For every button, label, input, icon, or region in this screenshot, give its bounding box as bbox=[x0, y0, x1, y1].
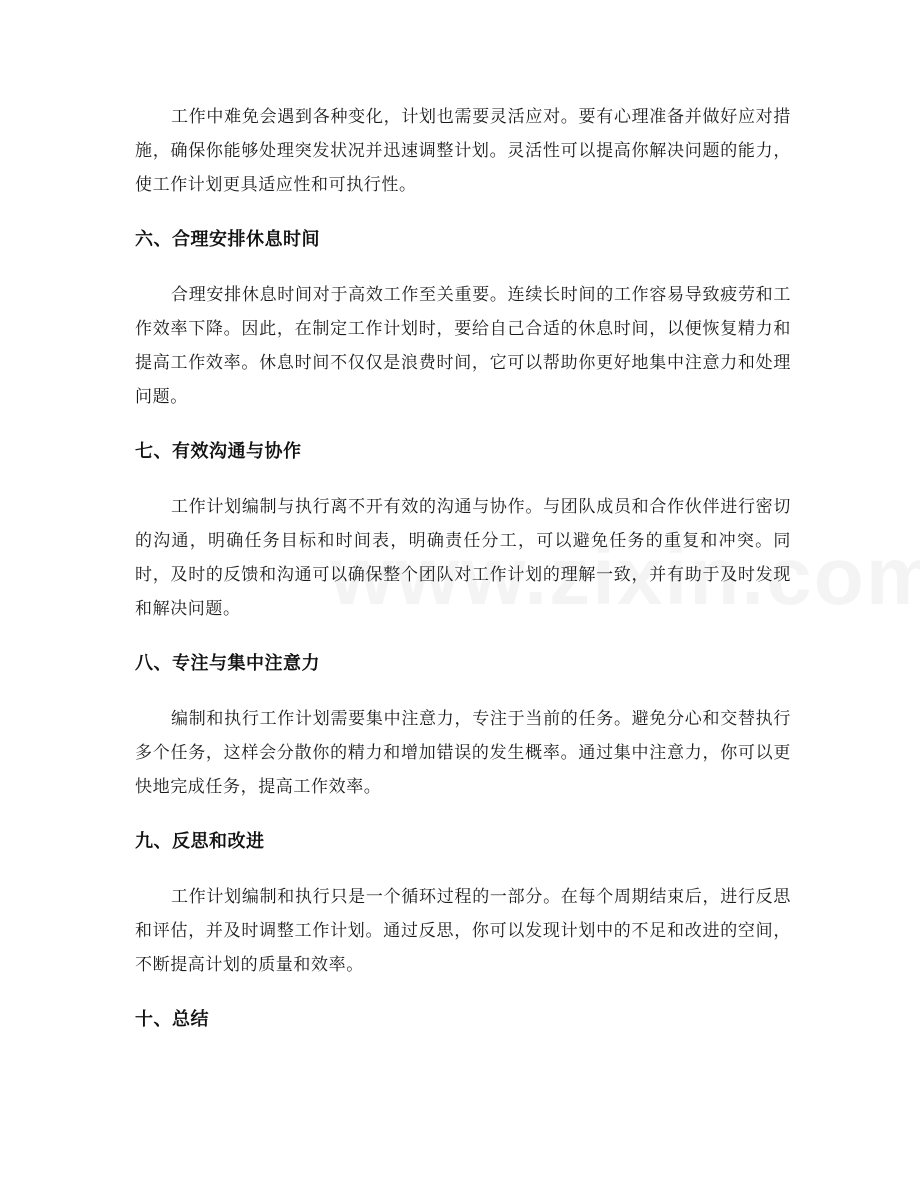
section-heading-focus: 八、专注与集中注意力 bbox=[135, 653, 320, 674]
section-heading-reflection: 九、反思和改进 bbox=[135, 831, 265, 852]
section-heading-rest-time: 六、合理安排休息时间 bbox=[135, 229, 320, 250]
section-paragraph-focus: 编制和执行工作计划需要集中注意力，专注于当前的任务。避免分心和交替执行多个任务，这样会分散你的精力和增加错误的发生概率。通过集中注意力，你可以更快地完成任务，提高工作效率。 bbox=[135, 709, 791, 797]
section-heading-summary: 十、总结 bbox=[135, 1009, 209, 1030]
section-heading-communication: 七、有效沟通与协作 bbox=[135, 441, 302, 462]
document-body bbox=[135, 100, 791, 1033]
intro-paragraph: 工作中难免会遇到各种变化，计划也需要灵活应对。要有心理准备并做好应对措施，确保你能够处理突发状况并迅速调整计划。灵活性可以提高你解决问题的能力，使工作计划更具适应性和可执行性。 bbox=[135, 107, 791, 195]
section-paragraph-rest-time: 合理安排休息时间对于高效工作至关重要。连续长时间的工作容易导致疲劳和工作效率下降。因此，在制定工作计划时，要给自己合适的休息时间，以便恢复精力和提高工作效率。休息时间不仅仅是浪费时间，它可以帮助你更好地集中注意力和处理问题。 bbox=[135, 285, 791, 407]
section-paragraph-reflection: 工作计划编制和执行只是一个循环过程的一部分。在每个周期结束后，进行反思和评估，并及时调整工作计划。通过反思，你可以发现计划中的不足和改进的空间，不断提高计划的质量和效率。 bbox=[135, 887, 791, 975]
section-paragraph-communication: 工作计划编制与执行离不开有效的沟通与协作。与团队成员和合作伙伴进行密切的沟通，明确任务目标和时间表，明确责任分工，可以避免任务的重复和冲突。同时，及时的反馈和沟通可以确保整个团队对工作计划的理解一致，并有助于及时发现和解决问题。 bbox=[135, 497, 791, 619]
